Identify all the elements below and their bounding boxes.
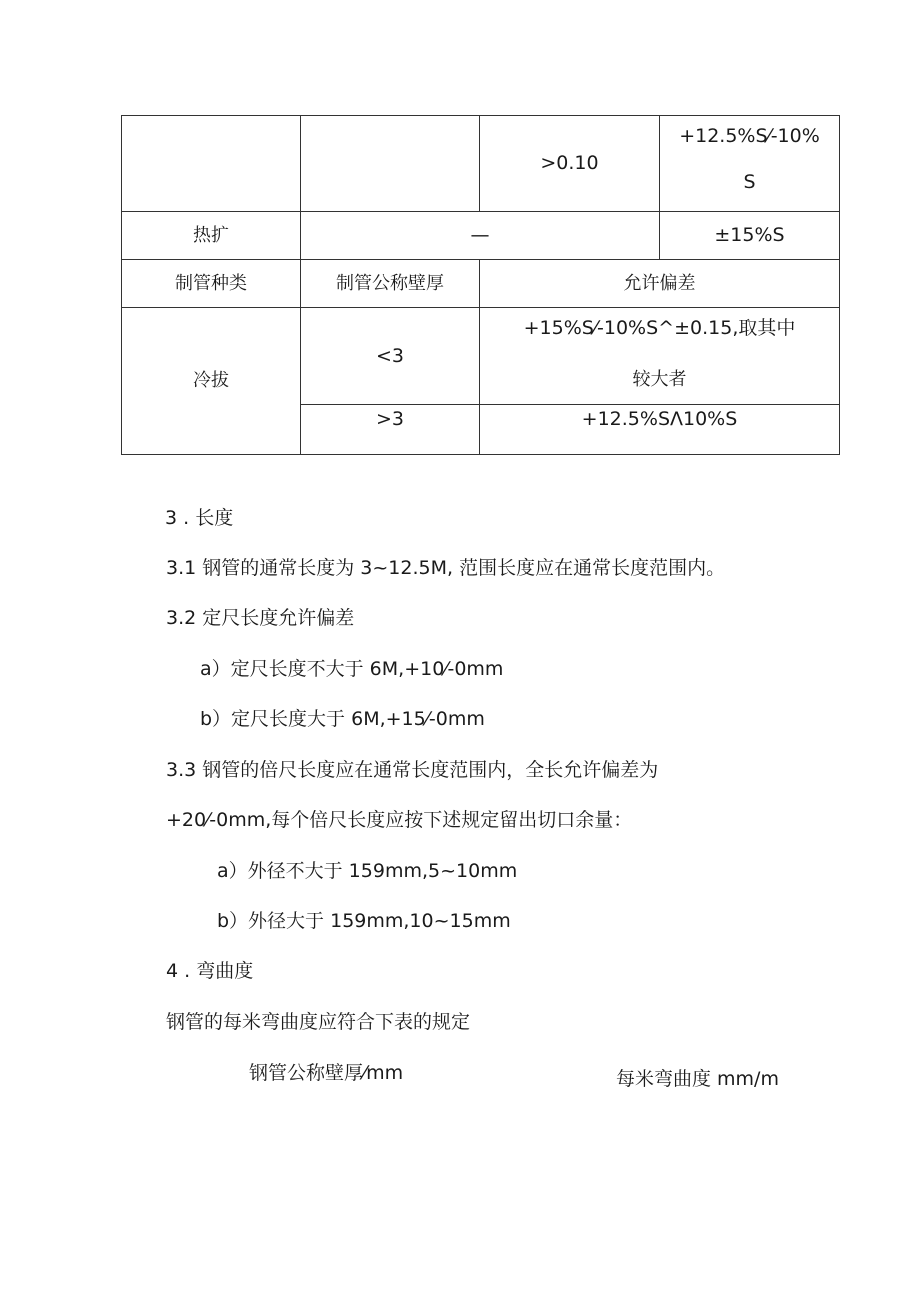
section-3-1: 3.1 钢管的通常长度为 3~12.5M, 范围长度应在通常长度范围内。	[166, 557, 726, 579]
header-thickness: 制管公称壁厚	[336, 272, 444, 294]
section-3-3-b: b）外径大于 159mm,10~15mm	[217, 910, 511, 932]
cell-tol-lt3-line2: 较大者	[632, 369, 687, 390]
cell-tol-gt3: +12.5%SΛ10%S	[581, 407, 738, 430]
section-3-3-a: a）外径不大于 159mm,5~10mm	[217, 860, 518, 882]
cell-tol-lt3-line1: +15%S⁄-10%S^±0.15,取其中	[523, 316, 796, 339]
section-3-3-line2: +20⁄-0mm,每个倍尺长度应按下述规定留出切口余量：	[166, 809, 633, 831]
cell-cold-drawn: 冷拔	[193, 370, 229, 391]
cell-hot-expand: 热扩	[193, 224, 229, 246]
section-4-text: 钢管的每米弯曲度应符合下表的规定	[166, 1011, 471, 1033]
cell-dash: —	[470, 224, 490, 246]
section-3-2-a: a）定尺长度不大于 6M,+10⁄-0mm	[200, 658, 504, 680]
cell-thickness-gt3: >3	[375, 407, 404, 430]
tolerance-table	[0, 0, 920, 470]
bend-table-col1: 钢管公称壁厚⁄mm	[249, 1062, 404, 1084]
header-type: 制管种类	[175, 272, 247, 294]
cell-tol-15: ±15%S	[714, 224, 785, 246]
cell-thickness-lt3: <3	[375, 344, 404, 367]
cell-tol-line2: S	[743, 170, 756, 193]
cell-tol-line1: +12.5%S⁄-10%	[679, 124, 820, 147]
section-3-title: 3 . 长度	[165, 507, 234, 529]
section-4-title: 4 . 弯曲度	[166, 960, 254, 982]
section-3-2: 3.2 定尺长度允许偏差	[166, 607, 355, 629]
section-3-3-line1: 3.3 钢管的倍尺长度应在通常长度范围内，全长允许偏差为	[166, 759, 659, 781]
header-tolerance: 允许偏差	[623, 272, 696, 294]
bend-table-col2: 每米弯曲度 mm/m	[616, 1068, 779, 1090]
cell-range-gt010: >0.10	[540, 152, 599, 174]
section-3-2-b: b）定尺长度大于 6M,+15⁄-0mm	[200, 708, 485, 730]
